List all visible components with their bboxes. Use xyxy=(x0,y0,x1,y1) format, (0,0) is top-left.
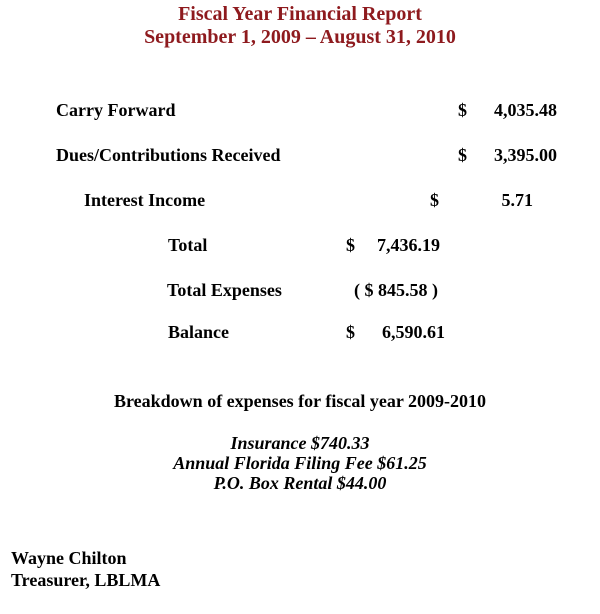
expense-item-filing-fee: Annual Florida Filing Fee $61.25 xyxy=(173,453,427,473)
row-amount: 3,395.00 xyxy=(494,145,557,165)
summary-row-value-interest xyxy=(430,190,533,210)
currency-symbol: $ xyxy=(346,322,355,342)
signature-role: Treasurer, LBLMA xyxy=(11,570,161,590)
currency-symbol: $ xyxy=(458,100,467,120)
row-amount: 6,590.61 xyxy=(382,322,445,342)
summary-row-value-total xyxy=(346,235,440,255)
summary-row-value-total-expenses: ( $ 845.58 ) xyxy=(354,280,438,300)
summary-row-label-dues: Dues/Contributions Received xyxy=(56,145,281,165)
expense-item-po-box: P.O. Box Rental $44.00 xyxy=(213,473,387,493)
currency-symbol: $ xyxy=(430,190,439,210)
breakdown-heading: Breakdown of expenses for fiscal year 2009-2010 xyxy=(114,391,486,411)
summary-row-label-total: Total xyxy=(168,235,208,255)
summary-row-value-carry-forward xyxy=(458,100,557,120)
summary-row-value-dues xyxy=(458,145,557,165)
row-amount: 7,436.19 xyxy=(377,235,440,255)
summary-row-label-interest: Interest Income xyxy=(84,190,206,210)
row-amount: 4,035.48 xyxy=(494,100,557,120)
report-title-line1: Fiscal Year Financial Report xyxy=(178,3,422,25)
currency-symbol: $ xyxy=(458,145,467,165)
summary-row-label-balance: Balance xyxy=(168,322,229,342)
expense-list xyxy=(0,433,600,493)
summary-row-value-balance xyxy=(346,322,445,342)
row-amount: 5.71 xyxy=(501,190,533,210)
currency-symbol: $ xyxy=(346,235,355,255)
summary-row-label-total-expenses: Total Expenses xyxy=(167,280,282,300)
report-title-line2: September 1, 2009 – August 31, 2010 xyxy=(144,26,456,48)
expense-item-insurance: Insurance $740.33 xyxy=(230,433,370,453)
summary-row-label-carry-forward: Carry Forward xyxy=(56,100,176,120)
signature-name: Wayne Chilton xyxy=(11,548,127,568)
